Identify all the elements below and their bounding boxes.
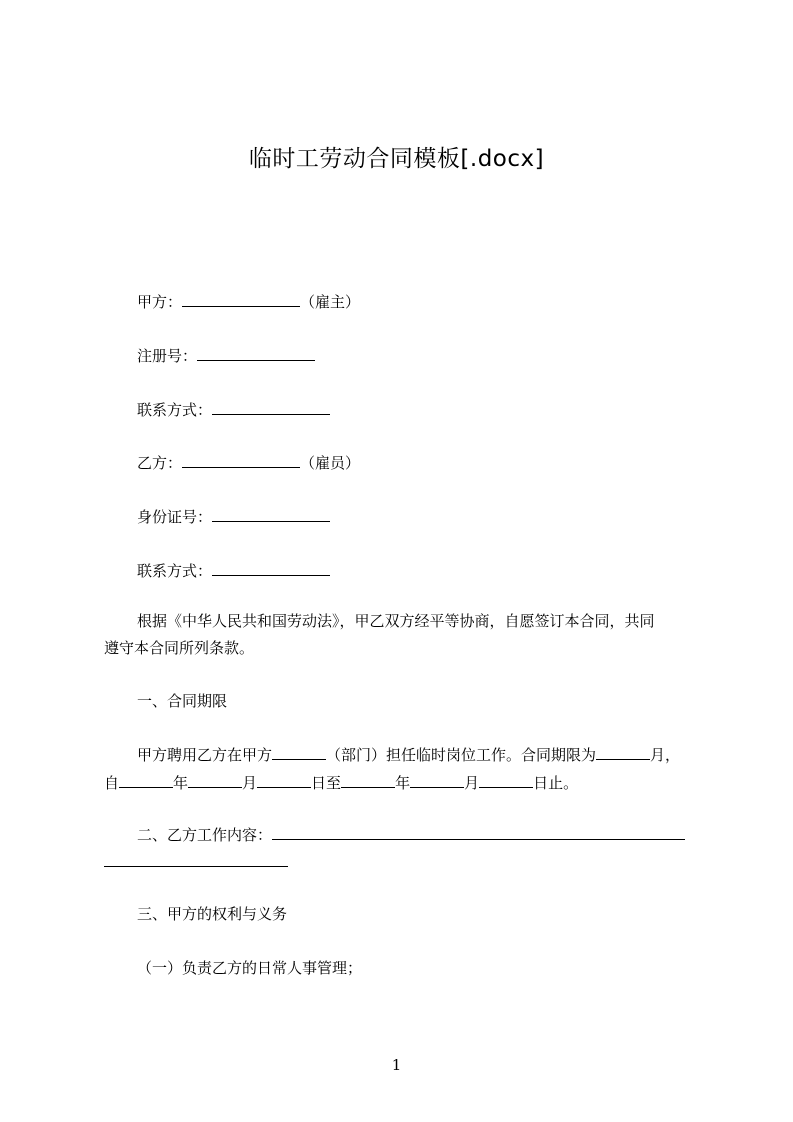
page-number: 1 [391,1056,402,1074]
end-year-blank [341,772,395,788]
section3-heading: 三、甲方的权利与义务 [137,905,288,923]
id-number-line [137,506,330,527]
party-a-contact-label: 联系方式： [137,401,213,419]
party-b-suffix: （雇员） [300,454,361,472]
section1-text: 自 [104,774,120,792]
party-a-contact-line [137,399,330,420]
start-day-blank [257,772,311,788]
section1-text: 月 [464,774,480,792]
party-b-label: 乙方： [137,454,183,472]
section1-text: 月 [242,774,258,792]
department-blank [272,744,326,760]
section3-item-1: （一）负责乙方的日常人事管理； [137,959,363,977]
party-b-contact-line [137,560,330,581]
party-b-contact-label: 联系方式： [137,562,213,580]
section1-text: 甲方聘用乙方在甲方 [137,746,273,764]
registration-line [137,345,315,366]
party-b-line [137,452,360,473]
preamble-line-1: 根据《中华人民共和国劳动法》，甲乙双方经平等协商，自愿签订本合同，共同 [137,612,655,630]
section1-paragraph-line-2 [104,772,578,793]
end-day-blank [479,772,533,788]
document-title: 临时工劳动合同模板[.docx] [248,146,545,172]
section1-text: 年 [173,774,189,792]
registration-blank [197,345,315,361]
end-month-blank [410,772,464,788]
id-number-label: 身份证号： [137,508,213,526]
section2-line-1 [137,824,685,845]
section1-text: 日止。 [533,774,579,792]
party-b-blank [182,452,300,468]
party-a-line [137,291,360,312]
party-a-label: 甲方： [137,293,183,311]
term-months-blank [596,744,650,760]
section1-text: （部门）担任临时岗位工作。合同期限为 [326,746,597,764]
start-month-blank [188,772,242,788]
party-b-contact-blank [212,560,330,576]
section1-text: 日至 [311,774,342,792]
section2-heading: 二、乙方工作内容： [137,826,273,844]
party-a-blank [182,291,300,307]
id-number-blank [212,506,330,522]
work-content-blank [272,824,685,840]
section1-paragraph-line-1 [137,744,680,765]
section1-text: 月， [650,746,681,764]
work-content-blank-continued [104,866,288,867]
registration-label: 注册号： [137,347,198,365]
party-a-suffix: （雇主） [300,293,361,311]
start-year-blank [119,772,173,788]
party-a-contact-blank [212,399,330,415]
preamble-line-2: 遵守本合同所列条款。 [104,639,255,657]
section1-text: 年 [395,774,411,792]
section1-heading: 一、合同期限 [137,692,228,710]
